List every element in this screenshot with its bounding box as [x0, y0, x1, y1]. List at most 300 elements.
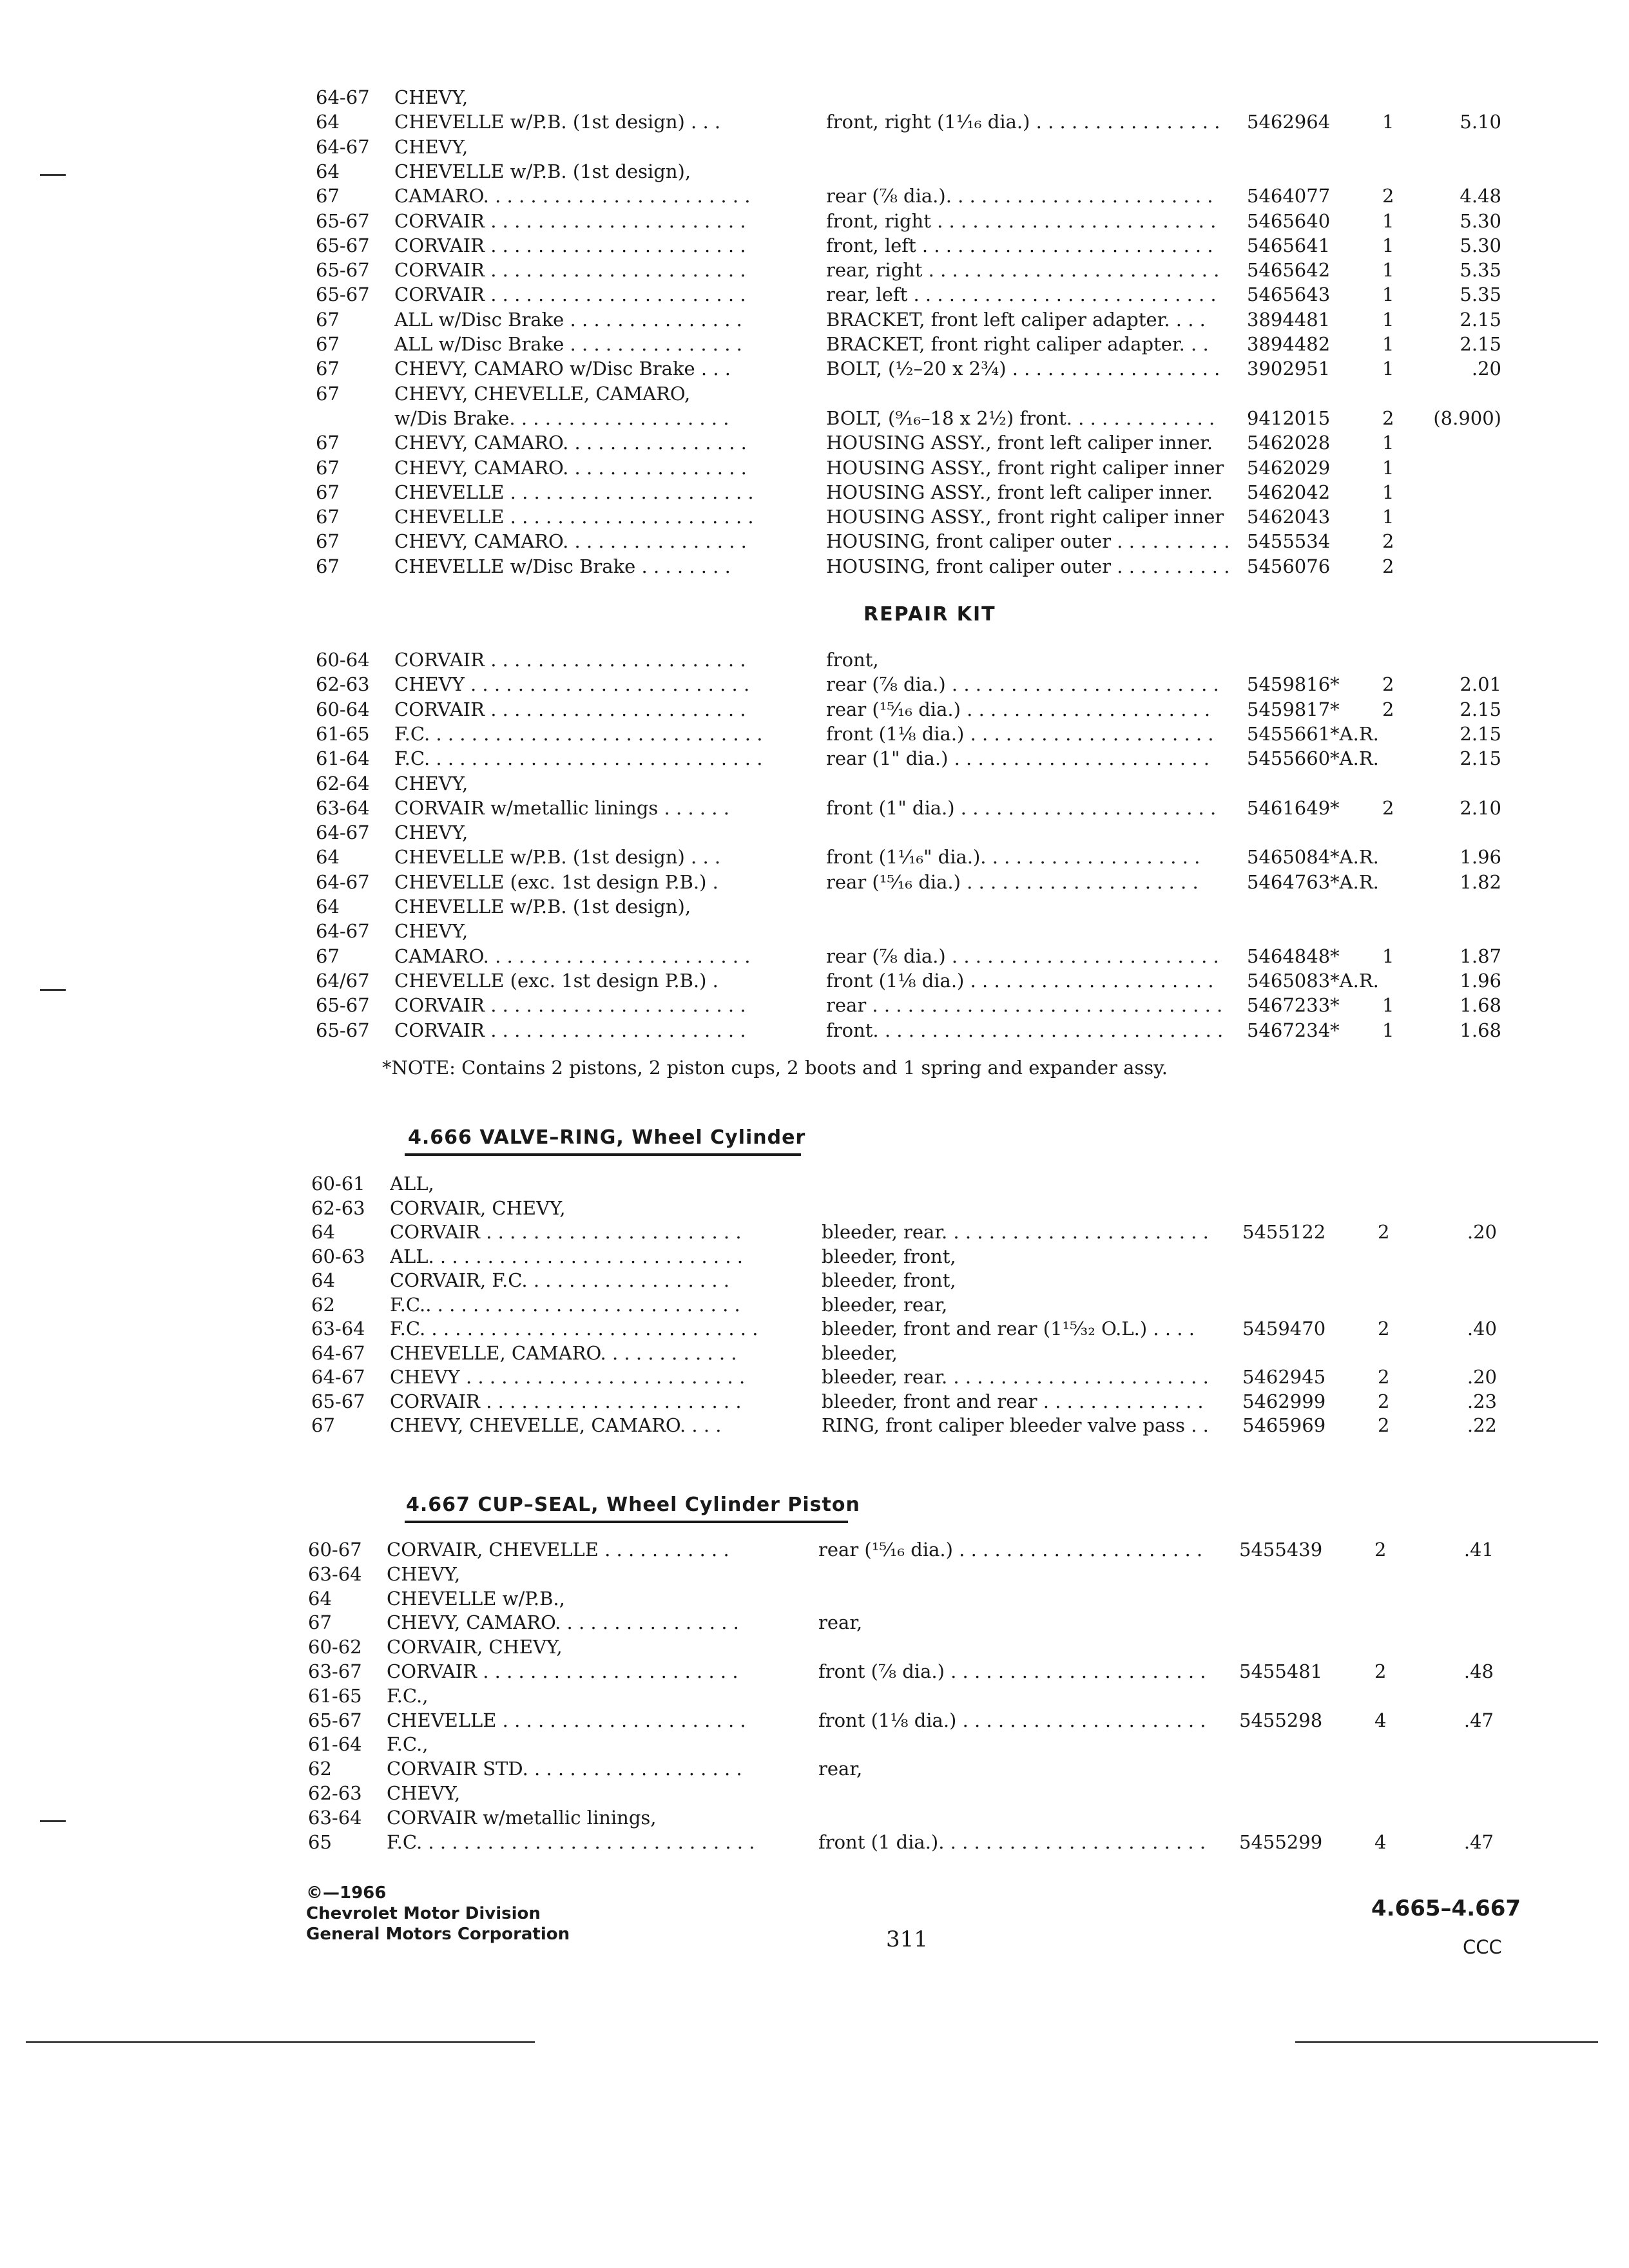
division-line: Chevrolet Motor Division [306, 1904, 541, 1923]
year-cell: 64-67 [316, 86, 370, 108]
part-number-cell: 5455660*A.R. [1247, 747, 1379, 770]
part-number-cell: 5459817* [1247, 698, 1340, 720]
table-row [316, 406, 1514, 430]
model-cell: CORVAIR . . . . . . . . . . . . . . . . . . . . . . [394, 649, 746, 671]
price-cell: 5.35 [1460, 259, 1501, 282]
year-cell: 60-64 [316, 698, 370, 720]
quantity-cell: 2 [1382, 407, 1394, 429]
section-4666-title: 4.666 VALVE–RING, Wheel Cylinder [408, 1126, 806, 1149]
description-cell: BOLT, (⁹⁄₁₆–18 x 2½) front. . . . . . . . . . . . . [826, 407, 1215, 429]
quantity-cell: 1 [1382, 308, 1394, 331]
price-cell: 2.15 [1460, 333, 1501, 355]
model-cell: CORVAIR w/metallic linings, [387, 1806, 657, 1829]
part-number-cell: 5455122 [1242, 1221, 1326, 1243]
year-cell: 65-67 [308, 1709, 362, 1731]
part-number-cell: 5455481 [1239, 1660, 1323, 1682]
part-number-cell: 5455661*A.R. [1247, 722, 1379, 745]
description-cell: HOUSING, front caliper outer . . . . . . . . . . [826, 555, 1230, 577]
part-number-cell: 3894481 [1247, 308, 1331, 331]
price-cell: 1.82 [1460, 870, 1501, 893]
model-cell: F.C.. . . . . . . . . . . . . . . . . . . . . . . . . . . [390, 1293, 740, 1316]
model-cell: CHEVY, [387, 1782, 461, 1804]
quantity-cell: 1 [1382, 481, 1394, 503]
year-cell: 65-67 [316, 284, 370, 306]
quantity-cell: 2 [1382, 530, 1394, 553]
description-cell: HOUSING ASSY., front left caliper inner. [826, 481, 1213, 503]
table-row [316, 894, 1514, 919]
quantity-cell: 1 [1382, 209, 1394, 232]
table-row [308, 1756, 1514, 1781]
model-cell: ALL w/Disc Brake . . . . . . . . . . . . . . . [394, 308, 742, 331]
model-cell: CORVAIR . . . . . . . . . . . . . . . . . . . . . . [390, 1390, 742, 1412]
description-cell: BRACKET, front right caliper adapter. . . [826, 333, 1209, 355]
quantity-cell: 4 [1374, 1831, 1387, 1853]
table-row [311, 1316, 1514, 1341]
table-row [308, 1635, 1514, 1659]
year-cell: 64 [311, 1221, 335, 1243]
quantity-cell: 1 [1382, 234, 1394, 256]
model-cell: CORVAIR, CHEVELLE . . . . . . . . . . . [387, 1539, 729, 1561]
description-cell: bleeder, rear. . . . . . . . . . . . . . . . . . . . . . . [822, 1366, 1209, 1388]
model-cell: CHEVY, [394, 920, 468, 943]
table-row [316, 1018, 1514, 1043]
price-cell: 2.15 [1460, 308, 1501, 331]
model-cell: F.C. . . . . . . . . . . . . . . . . . . . . . . . . . . . . [390, 1318, 758, 1340]
year-cell: 63-64 [308, 1806, 362, 1829]
quantity-cell: 4 [1374, 1709, 1387, 1731]
table-row [311, 1341, 1514, 1365]
model-cell: CHEVELLE w/P.B. (1st design), [394, 896, 691, 918]
year-cell: 62 [311, 1293, 335, 1316]
part-number-cell: 5467234* [1247, 1019, 1340, 1041]
part-number-cell: 5462964 [1247, 111, 1331, 133]
model-cell: F.C. . . . . . . . . . . . . . . . . . . . . . . . . . . . . [394, 747, 763, 770]
description-cell: front. . . . . . . . . . . . . . . . . . . . . . . . . . . . . . [826, 1019, 1224, 1041]
part-number-cell: 5465083*A.R. [1247, 969, 1379, 992]
price-cell: 5.10 [1460, 111, 1501, 133]
model-cell: ALL, [390, 1173, 434, 1195]
table-row [316, 845, 1514, 869]
description-cell: front (1 dia.). . . . . . . . . . . . . . . . . . . . . . . [818, 1831, 1206, 1853]
table-row [308, 1586, 1514, 1611]
table-row [316, 919, 1514, 943]
quantity-cell: 2 [1382, 673, 1394, 696]
year-cell: 65-67 [316, 259, 370, 282]
price-cell: 2.15 [1460, 698, 1501, 720]
model-cell: ALL w/Disc Brake . . . . . . . . . . . . . . . [394, 333, 742, 355]
quantity-cell: 2 [1378, 1366, 1390, 1388]
description-cell: rear (1" dia.) . . . . . . . . . . . . . . . . . . . . . . [826, 747, 1210, 770]
model-cell: CHEVELLE w/P.B. (1st design), [394, 160, 691, 182]
year-cell: 67 [311, 1414, 335, 1436]
year-cell: 67 [316, 185, 340, 207]
year-cell: 65-67 [311, 1390, 365, 1412]
catalog-code: CCC [1463, 1936, 1502, 1958]
part-number-cell: 5464848* [1247, 945, 1340, 967]
description-cell: bleeder, rear, [822, 1293, 948, 1316]
price-cell: 1.68 [1460, 1019, 1501, 1041]
part-number-cell: 5465084*A.R. [1247, 846, 1379, 869]
model-cell: CHEVELLE . . . . . . . . . . . . . . . . . . . . . [394, 481, 754, 503]
model-cell: w/Dis Brake. . . . . . . . . . . . . . . . . . . [394, 407, 729, 429]
footer-publisher [306, 1883, 570, 1945]
part-number-cell: 5455298 [1239, 1709, 1323, 1731]
year-cell: 60-61 [311, 1173, 365, 1195]
part-number-cell: 5459816* [1247, 673, 1340, 696]
quantity-cell: 2 [1382, 555, 1394, 577]
description-cell: rear (¹⁵⁄₁₆ dia.) . . . . . . . . . . . . . . . . . . . . . [818, 1539, 1203, 1561]
table-row [316, 870, 1514, 894]
model-cell: CORVAIR . . . . . . . . . . . . . . . . . . . . . . [394, 284, 746, 306]
model-cell: CHEVELLE, CAMARO. . . . . . . . . . . . [390, 1341, 737, 1364]
year-cell: 64-67 [311, 1341, 365, 1364]
table-row [316, 456, 1514, 480]
price-cell: .40 [1467, 1318, 1497, 1340]
quantity-cell: 2 [1374, 1539, 1387, 1561]
model-cell: CHEVY, [394, 772, 468, 794]
year-cell: 61-65 [316, 722, 370, 745]
table-row [316, 356, 1514, 381]
scan-edge-line [26, 2041, 535, 2043]
table-row [316, 381, 1514, 406]
price-cell: 5.30 [1460, 234, 1501, 256]
year-cell: 67 [316, 382, 340, 405]
year-cell: 65-67 [316, 1019, 370, 1041]
year-cell: 67 [316, 456, 340, 479]
section-4666-underline [405, 1153, 801, 1156]
description-cell: front (1⅛ dia.) . . . . . . . . . . . . . . . . . . . . . [818, 1709, 1206, 1731]
table-row [311, 1171, 1514, 1196]
quantity-cell: 1 [1382, 259, 1394, 282]
table-row [311, 1220, 1514, 1244]
year-cell: 67 [316, 333, 340, 355]
table-row [316, 820, 1514, 845]
description-cell: bleeder, front and rear . . . . . . . . . . . . . . [822, 1390, 1204, 1412]
year-cell: 60-62 [308, 1636, 362, 1658]
quantity-cell: 1 [1382, 333, 1394, 355]
part-number-cell: 5464763*A.R. [1247, 870, 1379, 893]
quantity-cell: 2 [1382, 796, 1394, 819]
table-row [316, 307, 1514, 332]
table-row [316, 184, 1514, 208]
year-cell: 62-63 [308, 1782, 362, 1804]
table-row [316, 993, 1514, 1017]
year-cell: 67 [316, 555, 340, 577]
year-cell: 62-63 [316, 673, 370, 696]
quantity-cell: 2 [1378, 1390, 1390, 1412]
section-4667-underline [405, 1521, 848, 1523]
part-number-cell: 5462029 [1247, 456, 1331, 479]
model-cell: CHEVY, CAMARO. . . . . . . . . . . . . . . . [394, 530, 747, 553]
table-row [316, 796, 1514, 820]
price-cell: .20 [1471, 358, 1501, 380]
year-cell: 63-64 [308, 1562, 362, 1585]
table-row [311, 1268, 1514, 1293]
description-cell: BOLT, (½–20 x 2¾) . . . . . . . . . . . . . . . . . . [826, 358, 1220, 380]
model-cell: CORVAIR . . . . . . . . . . . . . . . . . . . . . . [394, 1019, 746, 1041]
part-number-cell: 5462042 [1247, 481, 1331, 503]
description-cell: RING, front caliper bleeder valve pass . . [822, 1414, 1209, 1436]
table-row [316, 135, 1514, 159]
year-cell: 62 [308, 1758, 332, 1780]
description-cell: rear (⅞ dia.) . . . . . . . . . . . . . . . . . . . . . . . [826, 673, 1219, 696]
model-cell: CHEVELLE (exc. 1st design P.B.) . [394, 870, 718, 893]
description-cell: front, left . . . . . . . . . . . . . . . . . . . . . . . . . [826, 234, 1213, 256]
part-number-cell: 5465640 [1247, 209, 1331, 232]
year-cell: 62-64 [316, 772, 370, 794]
model-cell: CHEVY, [394, 822, 468, 844]
year-cell: 64 [311, 1269, 335, 1291]
description-cell: bleeder, rear. . . . . . . . . . . . . . . . . . . . . . . [822, 1221, 1209, 1243]
description-cell: rear (¹⁵⁄₁₆ dia.) . . . . . . . . . . . . . . . . . . . . . [826, 698, 1211, 720]
table-row [316, 282, 1514, 307]
model-cell: CHEVELLE (exc. 1st design P.B.) . [394, 969, 718, 992]
repair-kit-note: *NOTE: Contains 2 pistons, 2 piston cups, 2 boots and 1 spring and expander assy. [382, 1057, 1168, 1079]
part-number-cell: 5456076 [1247, 555, 1331, 577]
table-row [316, 672, 1514, 697]
margin-mark [40, 174, 66, 176]
table-row [308, 1781, 1514, 1805]
year-cell: 64-67 [316, 920, 370, 943]
model-cell: CORVAIR STD. . . . . . . . . . . . . . . . . . . [387, 1758, 742, 1780]
description-cell: rear (⅞ dia.) . . . . . . . . . . . . . . . . . . . . . . . [826, 945, 1219, 967]
model-cell: CHEVELLE . . . . . . . . . . . . . . . . . . . . . [394, 506, 754, 528]
model-cell: CHEVY, [387, 1562, 461, 1585]
year-cell: 61-64 [308, 1733, 362, 1756]
description-cell: rear, [818, 1611, 863, 1634]
description-cell: front (1⅛ dia.) . . . . . . . . . . . . . . . . . . . . . [826, 722, 1214, 745]
model-cell: CHEVY, CHEVELLE, CAMARO. . . . [390, 1414, 722, 1436]
table-row [308, 1708, 1514, 1733]
table-row [316, 968, 1514, 993]
table-row [308, 1684, 1514, 1708]
quantity-cell: 1 [1382, 506, 1394, 528]
description-cell: BRACKET, front left caliper adapter. . . . [826, 308, 1206, 331]
description-cell: HOUSING, front caliper outer . . . . . . . . . . [826, 530, 1230, 553]
year-cell: 67 [316, 308, 340, 331]
table-row [311, 1196, 1514, 1220]
model-cell: CHEVY, CAMARO w/Disc Brake . . . [394, 358, 731, 380]
price-cell: 2.15 [1460, 747, 1501, 770]
year-cell: 67 [316, 481, 340, 503]
table-row [316, 258, 1514, 282]
price-cell: .41 [1463, 1539, 1494, 1561]
margin-mark [40, 989, 66, 991]
price-cell: 1.96 [1460, 846, 1501, 869]
quantity-cell: 1 [1382, 111, 1394, 133]
description-cell: rear, left . . . . . . . . . . . . . . . . . . . . . . . . . . [826, 284, 1217, 306]
model-cell: ALL. . . . . . . . . . . . . . . . . . . . . . . . . . . [390, 1245, 744, 1267]
year-cell: 64 [316, 846, 340, 869]
model-cell: CHEVY, CAMARO. . . . . . . . . . . . . . . . [394, 432, 747, 454]
model-cell: CORVAIR . . . . . . . . . . . . . . . . . . . . . . [394, 259, 746, 282]
table-row [316, 554, 1514, 579]
part-number-cell: 3902951 [1247, 358, 1331, 380]
table-row [308, 1830, 1514, 1854]
table-row [316, 505, 1514, 529]
year-cell: 65 [308, 1831, 332, 1853]
price-cell: .20 [1467, 1221, 1497, 1243]
year-cell: 65-67 [316, 994, 370, 1017]
description-cell: front (1⅛ dia.) . . . . . . . . . . . . . . . . . . . . . [826, 969, 1214, 992]
quantity-cell: 2 [1382, 698, 1394, 720]
description-cell: rear . . . . . . . . . . . . . . . . . . . . . . . . . . . . . . [826, 994, 1223, 1017]
year-cell: 64/67 [316, 969, 370, 992]
price-cell: .20 [1467, 1366, 1497, 1388]
section-range: 4.665–4.667 [1371, 1896, 1521, 1921]
quantity-cell: 1 [1382, 1019, 1394, 1041]
part-number-cell: 5459470 [1242, 1318, 1326, 1340]
year-cell: 64 [316, 160, 340, 182]
quantity-cell: 1 [1382, 945, 1394, 967]
year-cell: 67 [316, 358, 340, 380]
table-row [316, 697, 1514, 722]
price-cell: 1.87 [1460, 945, 1501, 967]
year-cell: 63-64 [316, 796, 370, 819]
part-number-cell: 5455534 [1247, 530, 1331, 553]
price-cell: .47 [1463, 1709, 1494, 1731]
description-cell: bleeder, front and rear (1¹⁵⁄₃₂ O.L.) . . . . [822, 1318, 1195, 1340]
table-row [308, 1805, 1514, 1830]
table-row [308, 1610, 1514, 1635]
year-cell: 67 [316, 945, 340, 967]
model-cell: CORVAIR . . . . . . . . . . . . . . . . . . . . . . [390, 1221, 742, 1243]
table-row [311, 1293, 1514, 1317]
quantity-cell: 1 [1382, 994, 1394, 1017]
table-row [308, 1732, 1514, 1756]
price-cell: .47 [1463, 1831, 1494, 1853]
margin-mark [40, 1820, 66, 1822]
quantity-cell: 2 [1378, 1221, 1390, 1243]
table-row [316, 722, 1514, 746]
description-cell: front, right . . . . . . . . . . . . . . . . . . . . . . . . [826, 209, 1217, 232]
model-cell: CHEVELLE . . . . . . . . . . . . . . . . . . . . . [387, 1709, 746, 1731]
model-cell: CHEVY . . . . . . . . . . . . . . . . . . . . . . . . [390, 1366, 746, 1388]
price-cell: 1.96 [1460, 969, 1501, 992]
price-cell: 5.35 [1460, 284, 1501, 306]
table-row [311, 1389, 1514, 1414]
quantity-cell: 2 [1378, 1414, 1390, 1436]
quantity-cell: 2 [1382, 185, 1394, 207]
year-cell: 63-67 [308, 1660, 362, 1682]
description-cell: HOUSING ASSY., front right caliper inner [826, 456, 1224, 479]
description-cell: bleeder, [822, 1341, 898, 1364]
part-number-cell: 5464077 [1247, 185, 1331, 207]
table-row [316, 480, 1514, 505]
model-cell: CHEVELLE w/P.B. (1st design) . . . [394, 111, 721, 133]
model-cell: CHEVELLE w/Disc Brake . . . . . . . . [394, 555, 731, 577]
model-cell: CHEVELLE w/P.B. (1st design) . . . [394, 846, 721, 869]
table-row [316, 209, 1514, 233]
year-cell: 62-63 [311, 1196, 365, 1219]
year-cell: 64-67 [311, 1366, 365, 1388]
part-number-cell: 5462028 [1247, 432, 1331, 454]
table-row [308, 1562, 1514, 1586]
table-row [316, 85, 1514, 110]
description-cell: front (⅞ dia.) . . . . . . . . . . . . . . . . . . . . . . [818, 1660, 1206, 1682]
table-row [316, 110, 1514, 134]
quantity-cell: 1 [1382, 358, 1394, 380]
year-cell: 67 [316, 432, 340, 454]
year-cell: 64 [308, 1587, 332, 1610]
model-cell: CORVAIR . . . . . . . . . . . . . . . . . . . . . . [394, 994, 746, 1017]
model-cell: F.C., [387, 1733, 429, 1756]
year-cell: 61-64 [316, 747, 370, 770]
scan-edge-line [1295, 2041, 1598, 2043]
table-row [316, 648, 1514, 672]
part-number-cell: 5461649* [1247, 796, 1340, 819]
year-cell: 64-67 [316, 135, 370, 158]
description-cell: HOUSING ASSY., front right caliper inner [826, 506, 1224, 528]
quantity-cell: 1 [1382, 432, 1394, 454]
price-cell: 2.15 [1460, 722, 1501, 745]
model-cell: CHEVY, CHEVELLE, CAMARO, [394, 382, 691, 405]
description-cell: front, right (1¹⁄₁₆ dia.) . . . . . . . . . . . . . . . . [826, 111, 1220, 133]
model-cell: CHEVY, CAMARO. . . . . . . . . . . . . . . . [394, 456, 747, 479]
part-number-cell: 5455299 [1239, 1831, 1323, 1853]
quantity-cell: 2 [1374, 1660, 1387, 1682]
model-cell: CORVAIR . . . . . . . . . . . . . . . . . . . . . . [394, 698, 746, 720]
table-row [308, 1659, 1514, 1684]
table-row [316, 746, 1514, 771]
part-number-cell: 5462945 [1242, 1366, 1326, 1388]
price-cell: 5.30 [1460, 209, 1501, 232]
section-4667-title: 4.667 CUP–SEAL, Wheel Cylinder Piston [406, 1494, 860, 1516]
year-cell: 60-63 [311, 1245, 365, 1267]
model-cell: CHEVY, [394, 135, 468, 158]
part-number-cell: 5467233* [1247, 994, 1340, 1017]
model-cell: CORVAIR . . . . . . . . . . . . . . . . . . . . . . [394, 234, 746, 256]
table-row [311, 1365, 1514, 1389]
model-cell: CORVAIR w/metallic linings . . . . . . [394, 796, 729, 819]
model-cell: F.C. . . . . . . . . . . . . . . . . . . . . . . . . . . . . [387, 1831, 755, 1853]
quantity-cell: 1 [1382, 284, 1394, 306]
year-cell: 64-67 [316, 870, 370, 893]
description-cell: rear, [818, 1758, 863, 1780]
description-cell: front, [826, 649, 879, 671]
model-cell: F.C., [387, 1684, 429, 1707]
description-cell: rear (¹⁵⁄₁₆ dia.) . . . . . . . . . . . . . . . . . . . . [826, 870, 1199, 893]
table-row [311, 1413, 1514, 1437]
model-cell: CHEVY, CAMARO. . . . . . . . . . . . . . . . [387, 1611, 739, 1634]
year-cell: 60-67 [308, 1539, 362, 1561]
model-cell: CHEVY . . . . . . . . . . . . . . . . . . . . . . . . [394, 673, 750, 696]
model-cell: CHEVELLE w/P.B., [387, 1587, 565, 1610]
price-cell: 1.68 [1460, 994, 1501, 1017]
year-cell: 67 [308, 1611, 332, 1634]
copyright-line: ©—1966 [306, 1883, 387, 1903]
table-row [316, 159, 1514, 184]
table-row [316, 430, 1514, 455]
description-cell: rear (⅞ dia.). . . . . . . . . . . . . . . . . . . . . . . [826, 185, 1213, 207]
price-cell: .23 [1467, 1390, 1497, 1412]
year-cell: 65-67 [316, 234, 370, 256]
model-cell: F.C. . . . . . . . . . . . . . . . . . . . . . . . . . . . . [394, 722, 763, 745]
model-cell: CORVAIR . . . . . . . . . . . . . . . . . . . . . . [387, 1660, 738, 1682]
year-cell: 64 [316, 111, 340, 133]
repair-kit-heading: REPAIR KIT [863, 603, 996, 626]
part-number-cell: 5462043 [1247, 506, 1331, 528]
description-cell: front (1¹⁄₁₆" dia.). . . . . . . . . . . . . . . . . . . [826, 846, 1200, 869]
part-number-cell: 5465643 [1247, 284, 1331, 306]
description-cell: front (1" dia.) . . . . . . . . . . . . . . . . . . . . . . [826, 796, 1217, 819]
table-row [308, 1537, 1514, 1562]
part-number-cell: 5465969 [1242, 1414, 1326, 1436]
model-cell: CORVAIR . . . . . . . . . . . . . . . . . . . . . . [394, 209, 746, 232]
model-cell: CAMARO. . . . . . . . . . . . . . . . . . . . . . . [394, 945, 751, 967]
part-number-cell: 5455439 [1239, 1539, 1323, 1561]
model-cell: CAMARO. . . . . . . . . . . . . . . . . . . . . . . [394, 185, 751, 207]
